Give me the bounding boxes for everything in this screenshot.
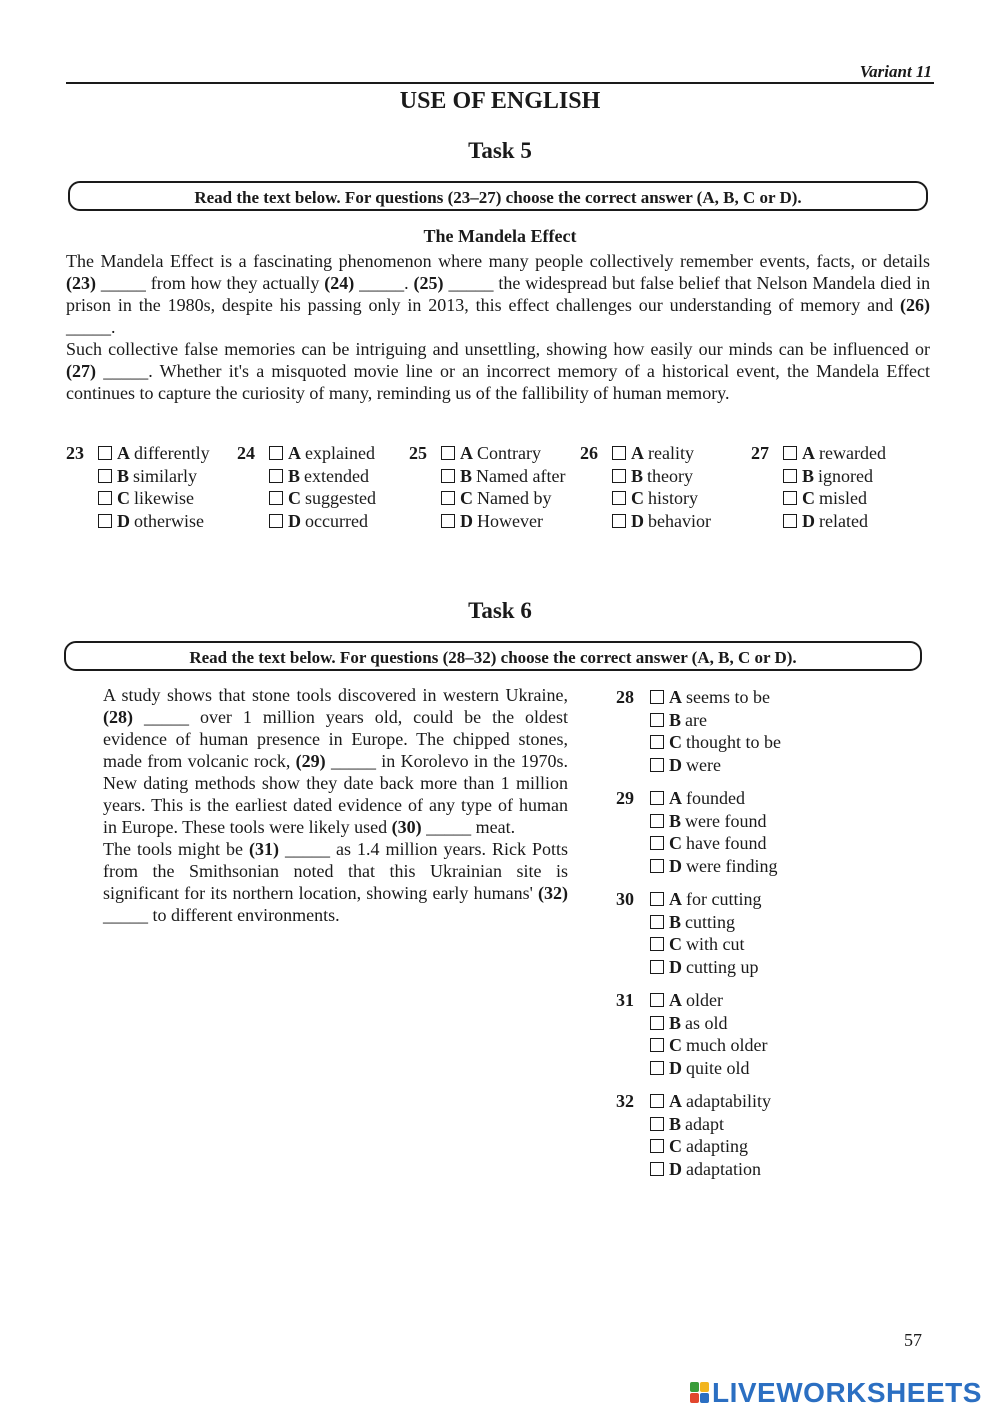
option-25-b[interactable]: B Named after [441,465,565,488]
task6-passage [103,684,568,926]
gap-number-30: (30) [391,817,422,837]
question-23 [66,442,210,532]
question-number: 23 [66,443,84,463]
checkbox[interactable] [612,446,626,460]
task6-instruction: Read the text below. For questions (28–32) choose the correct answer (A, B, C or D). [64,641,922,671]
option-23-b[interactable]: B similarly [98,465,210,488]
question-number: 25 [409,443,427,463]
option-25-a[interactable]: A Contrary [441,442,565,465]
option-26-c[interactable]: C history [612,487,711,510]
question-number: 28 [616,687,634,707]
question-32 [616,1090,771,1180]
option-27-b[interactable]: B ignored [783,465,886,488]
task5-instruction: Read the text below. For questions (23–27) choose the correct answer (A, B, C or D). [68,181,928,211]
question-31 [616,989,767,1079]
question-number: 24 [237,443,255,463]
option-30-c[interactable]: C with cut [650,933,761,956]
option-28-c[interactable]: C thought to be [650,731,781,754]
checkbox[interactable] [650,1016,664,1030]
gap-29[interactable]: _____ [330,751,376,771]
checkbox[interactable] [441,514,455,528]
checkbox[interactable] [612,469,626,483]
option-27-a[interactable]: A rewarded [783,442,886,465]
checkbox[interactable] [650,735,664,749]
task6-title: Task 6 [468,598,532,623]
option-28-a[interactable]: A seems to be [650,686,781,709]
question-number: 31 [616,990,634,1010]
checkbox[interactable] [612,491,626,505]
option-30-a[interactable]: A for cutting [650,888,761,911]
gap-25[interactable]: _____ [448,273,494,293]
question-number: 30 [616,889,634,909]
checkbox[interactable] [650,690,664,704]
task6-paragraph-2: The tools might be (31) _____ as 1.4 million years. Rick Potts from the Smithsonian noted that this Ukrainian site is significant for its northern location, showing early humans' (32) _____ to different environments. [103,839,569,925]
option-26-d[interactable]: D behavior [612,510,711,533]
option-32-a[interactable]: A adaptability [650,1090,771,1113]
checkbox[interactable] [650,1117,664,1131]
option-31-a[interactable]: A older [650,989,767,1012]
gap-24[interactable]: _____ [359,273,405,293]
variant-label: Variant 11 [859,62,932,81]
checkbox[interactable] [269,514,283,528]
checkbox[interactable] [650,1061,664,1075]
gap-27[interactable]: _____ [103,361,149,381]
checkbox[interactable] [650,836,664,850]
checkbox[interactable] [650,915,664,929]
question-26 [580,442,711,532]
option-23-a[interactable]: A differently [98,442,210,465]
gap-number-28: (28) [103,707,133,727]
option-26-a[interactable]: A reality [612,442,711,465]
checkbox[interactable] [98,514,112,528]
option-24-a[interactable]: A explained [269,442,376,465]
option-32-b[interactable]: B adapt [650,1113,771,1136]
question-25 [409,442,565,532]
option-25-c[interactable]: C Named by [441,487,565,510]
question-number: 32 [616,1091,634,1111]
gap-32[interactable]: _____ [103,905,148,925]
question-28 [616,686,781,776]
task5-passage-title: The Mandela Effect [423,226,577,246]
gap-number-32: (32) [538,883,569,903]
option-27-c[interactable]: C misled [783,487,886,510]
gap-number-24: (24) [324,273,355,293]
checkbox[interactable] [650,1038,664,1052]
option-29-c[interactable]: C have found [650,832,777,855]
checkbox[interactable] [650,1094,664,1108]
checkbox[interactable] [650,1162,664,1176]
option-23-c[interactable]: C likewise [98,487,210,510]
option-29-a[interactable]: A founded [650,787,777,810]
gap-number-27: (27) [66,361,96,381]
gap-30[interactable]: _____ [426,817,472,837]
option-24-c[interactable]: C suggested [269,487,376,510]
option-28-b[interactable]: B are [650,709,781,732]
task5-paragraph-2: Such collective false memories can be intriguing and unsettling, showing how easily our minds can be influenced or (27) _____. Whether it's a misquoted movie line or an incorrect memory of a historical event, the Mandela Effect continues to capture the curiosity of many, reminding us of the fallibility of human memory. [66,339,930,403]
checkbox[interactable] [650,993,664,1007]
gap-number-31: (31) [249,839,280,859]
liveworksheets-logo-text: LIVEWORKSHEETS [712,1377,982,1408]
gap-28[interactable]: _____ [143,707,189,727]
option-24-b[interactable]: B extended [269,465,376,488]
task6-paragraph-1: A study shows that stone tools discovered in western Ukraine, (28) _____ over 1 million years old, could be the oldest evidence of human presence in Europe. The chipped stones, made from volcanic rock, (29) _____ in Korolevo in the 1970s. New dating methods show they date back more than 1 million years. This is the earliest dated evidence of any type of human in Europe. These tools were likely used (30) _____ meat. [103,685,569,837]
option-31-c[interactable]: C much older [650,1034,767,1057]
question-number: 29 [616,788,634,808]
checkbox[interactable] [441,469,455,483]
checkbox[interactable] [650,1139,664,1153]
checkbox[interactable] [650,791,664,805]
checkbox[interactable] [650,937,664,951]
task5-paragraph-1: The Mandela Effect is a fascinating phenomenon where many people collectively remember events, facts, or details (23) _____ from how they actually (24) _____. (25) _____ the widespread but false belief that Nelson Mandela died in prison in the 1980s, despite his passing only in 2013, this effect challenges our understanding of memory and (26) _____. [66,251,931,337]
liveworksheets-logo[interactable] [690,1378,982,1408]
option-27-d[interactable]: D related [783,510,886,533]
checkbox[interactable] [650,758,664,772]
checkbox[interactable] [783,514,797,528]
checkbox[interactable] [98,469,112,483]
task5-title: Task 5 [468,138,532,163]
gap-number-26: (26) [900,295,930,315]
gap-23[interactable]: _____ [100,273,146,293]
option-24-d[interactable]: D occurred [269,510,376,533]
question-number: 26 [580,443,598,463]
gap-number-29: (29) [295,751,326,771]
gap-number-25: (25) [413,273,444,293]
checkbox[interactable] [650,859,664,873]
option-30-b[interactable]: B cutting [650,911,761,934]
page-number: 57 [904,1330,922,1350]
checkbox[interactable] [269,446,283,460]
option-28-d[interactable]: D were [650,754,781,777]
checkbox[interactable] [269,469,283,483]
header-rule [66,82,934,84]
option-25-d[interactable]: D However [441,510,565,533]
gap-31[interactable]: _____ [285,839,331,859]
checkbox[interactable] [650,892,664,906]
checkbox[interactable] [650,713,664,727]
section-title: USE OF ENGLISH [399,88,601,114]
checkbox[interactable] [783,446,797,460]
question-27 [751,442,886,532]
question-number: 27 [751,443,769,463]
option-30-d[interactable]: D cutting up [650,956,761,979]
checkbox[interactable] [441,446,455,460]
option-32-d[interactable]: D adaptation [650,1158,771,1181]
question-24 [237,442,376,532]
checkbox[interactable] [783,469,797,483]
option-32-c[interactable]: C adapting [650,1135,771,1158]
checkbox[interactable] [650,814,664,828]
liveworksheets-logo-icon [690,1382,710,1404]
checkbox[interactable] [441,491,455,505]
option-31-d[interactable]: D quite old [650,1057,767,1080]
checkbox[interactable] [783,491,797,505]
question-29 [616,787,777,877]
checkbox[interactable] [98,491,112,505]
question-30 [616,888,761,978]
checkbox[interactable] [98,446,112,460]
checkbox[interactable] [269,491,283,505]
option-26-b[interactable]: B theory [612,465,711,488]
option-31-b[interactable]: B as old [650,1012,767,1035]
option-29-b[interactable]: B were found [650,810,777,833]
checkbox[interactable] [612,514,626,528]
checkbox[interactable] [650,960,664,974]
gap-26[interactable]: _____ [66,317,111,337]
gap-number-23: (23) [66,273,96,293]
option-29-d[interactable]: D were finding [650,855,777,878]
option-23-d[interactable]: D otherwise [98,510,210,533]
task5-passage [66,250,930,404]
